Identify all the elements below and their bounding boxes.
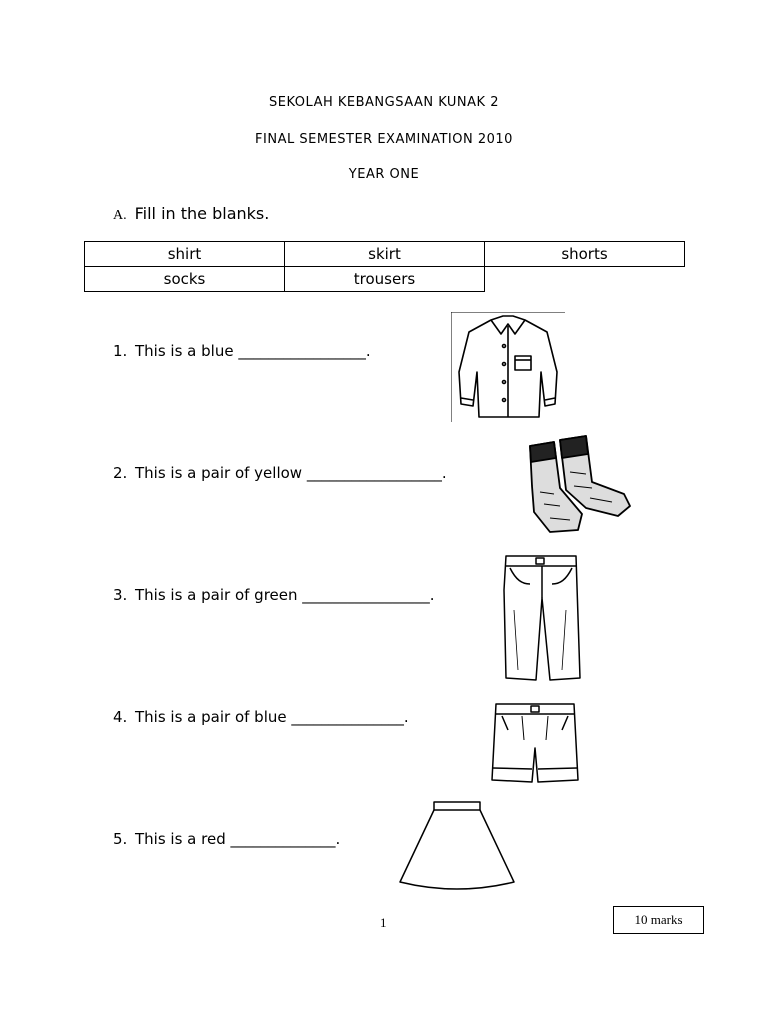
marks-box: 10 marks bbox=[613, 906, 704, 934]
word-cell: shirt bbox=[85, 242, 285, 267]
socks-icon bbox=[520, 432, 638, 540]
word-box bbox=[84, 241, 685, 292]
question-text: This is a red ______________. bbox=[135, 830, 341, 848]
question-4 bbox=[113, 708, 409, 726]
question-text: This is a pair of blue _______________. bbox=[135, 708, 409, 726]
question-number: 4. bbox=[113, 708, 128, 726]
shorts-icon bbox=[488, 700, 582, 786]
word-cell: trousers bbox=[285, 267, 485, 292]
section-heading bbox=[113, 204, 269, 224]
section-letter: A. bbox=[113, 208, 127, 223]
exam-title: FINAL SEMESTER EXAMINATION 2010 bbox=[255, 132, 513, 147]
question-text: This is a pair of green _________________. bbox=[135, 586, 435, 604]
question-text: This is a pair of yellow __________________. bbox=[135, 464, 447, 482]
question-number: 1. bbox=[113, 342, 128, 360]
school-name: SEKOLAH KEBANGSAAN KUNAK 2 bbox=[269, 95, 499, 110]
question-2 bbox=[113, 464, 447, 482]
year-label: YEAR ONE bbox=[348, 167, 420, 182]
skirt-icon bbox=[394, 796, 520, 894]
word-cell: skirt bbox=[285, 242, 485, 267]
word-cell: shorts bbox=[485, 242, 685, 267]
word-cell: socks bbox=[85, 267, 285, 292]
question-text: This is a blue _________________. bbox=[135, 342, 371, 360]
empty-cell bbox=[485, 267, 685, 292]
page-number: 1 bbox=[380, 915, 387, 930]
question-number: 3. bbox=[113, 586, 128, 604]
question-5 bbox=[113, 830, 340, 848]
question-number: 5. bbox=[113, 830, 128, 848]
section-instruction: Fill in the blanks. bbox=[134, 204, 270, 223]
question-number: 2. bbox=[113, 464, 128, 482]
question-1 bbox=[113, 342, 371, 360]
trousers-icon bbox=[500, 550, 582, 684]
question-3 bbox=[113, 586, 435, 604]
shirt-icon bbox=[451, 312, 565, 422]
